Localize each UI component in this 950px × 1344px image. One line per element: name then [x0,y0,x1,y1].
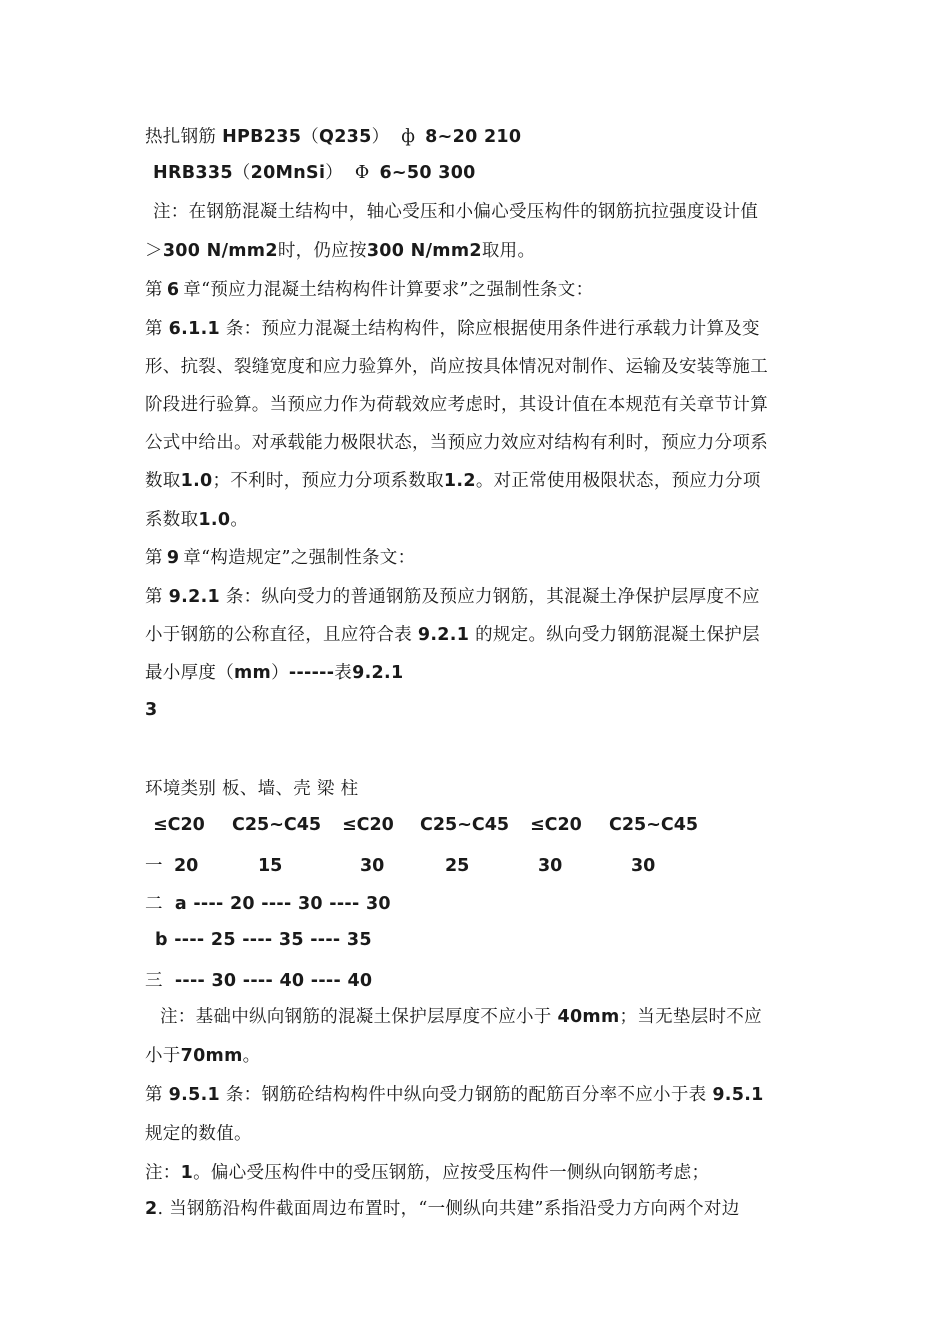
clause-6-1-1-line-3: 阶段进行验算。当预应力作为荷载效应考虑时，其设计值在本规范有关章节计算 [145,395,768,415]
clause-6-1-1-line-6: 系数取1.0。 [145,510,249,530]
chapter-6-heading: 第 6 章“预应力混凝土结构构件计算要求”之强制性条文： [145,280,594,300]
row-2b: b ---- 25 ---- 35 ---- 35 [155,930,372,950]
value-cell: 25 [445,856,470,876]
table-header: 环境类别 板、墙、壳 梁 柱 [145,779,359,799]
table-note-line-1: 注：基础中纵向钢筋的混凝土保护层厚度不应小于 40mm；当无垫层时不应 [160,1007,762,1027]
row-label: 一 [145,856,163,876]
value-cell: 30 [360,856,385,876]
clause-6-1-1-line-1: 第 6.1.1 条：预应力混凝土结构构件，除应根据使用条件进行承载力计算及变 [145,319,760,339]
grade-cell: ≤C20 [342,815,394,835]
clause-9-2-1-line-2: 小于钢筋的公称直径，且应符合表 9.2.1 的规定。纵向受力钢筋混凝土保护层 [145,625,760,645]
value-cell: 15 [258,856,283,876]
clause-6-1-1-line-4: 公式中给出。对承载能力极限状态，当预应力效应对结构有利时，预应力分项系 [145,433,768,453]
page-number: 3 [145,700,158,720]
grade-cell: C25~C45 [609,815,699,835]
grade-cell: C25~C45 [420,815,510,835]
table-caption: 最小厚度（mm）------表9.2.1 [145,663,404,683]
grade-cell: ≤C20 [530,815,582,835]
row-3: 三 ---- 30 ---- 40 ---- 40 [145,971,373,991]
clause-9-2-1-line-1: 第 9.2.1 条：纵向受力的普通钢筋及预应力钢筋，其混凝土净保护层厚度不应 [145,587,760,607]
clause-6-1-1-line-2: 形、抗裂、裂缝宽度和应力验算外，尚应按具体情况对制作、运输及安装等施工 [145,357,768,377]
clause-note-2: 2. 当钢筋沿构件截面周边布置时，“一侧纵向共建”系指沿受力方向两个对边 [145,1199,740,1219]
value-cell: 30 [538,856,563,876]
row-2a: 二 a ---- 20 ---- 30 ---- 30 [145,894,391,914]
value-cell: 30 [631,856,656,876]
note-line-2: ＞300 N/mm2时，仍应按300 N/mm2取用。 [145,241,536,261]
clause-9-5-1-line-2: 规定的数值。 [145,1124,252,1144]
clause-9-5-1-line-1: 第 9.5.1 条：钢筋砼结构构件中纵向受力钢筋的配筋百分率不应小于表 9.5.1 [145,1085,764,1105]
chapter-9-heading: 第 9 章“构造规定”之强制性条文： [145,548,416,568]
value-cell: 20 [174,856,199,876]
table-note-line-2: 小于70mm。 [145,1046,261,1066]
grade-cell: C25~C45 [232,815,322,835]
clause-6-1-1-line-5: 数取1.0；不利时，预应力分项系数取1.2。对正常使用极限状态，预应力分项 [145,471,761,491]
steel-hrb335-line: HRB335（20MnSi） Φ 6~50 300 [153,163,476,183]
steel-hpb235-line: 热扎钢筋 HPB235（Q235） ф 8~20 210 [145,127,522,147]
grade-cell: ≤C20 [153,815,205,835]
clause-note-1: 注：1。偏心受压构件中的受压钢筋，应按受压构件一侧纵向钢筋考虑； [145,1163,710,1183]
note-line-1: 注：在钢筋混凝土结构中，轴心受压和小偏心受压构件的钢筋抗拉强度设计值 [153,202,759,222]
